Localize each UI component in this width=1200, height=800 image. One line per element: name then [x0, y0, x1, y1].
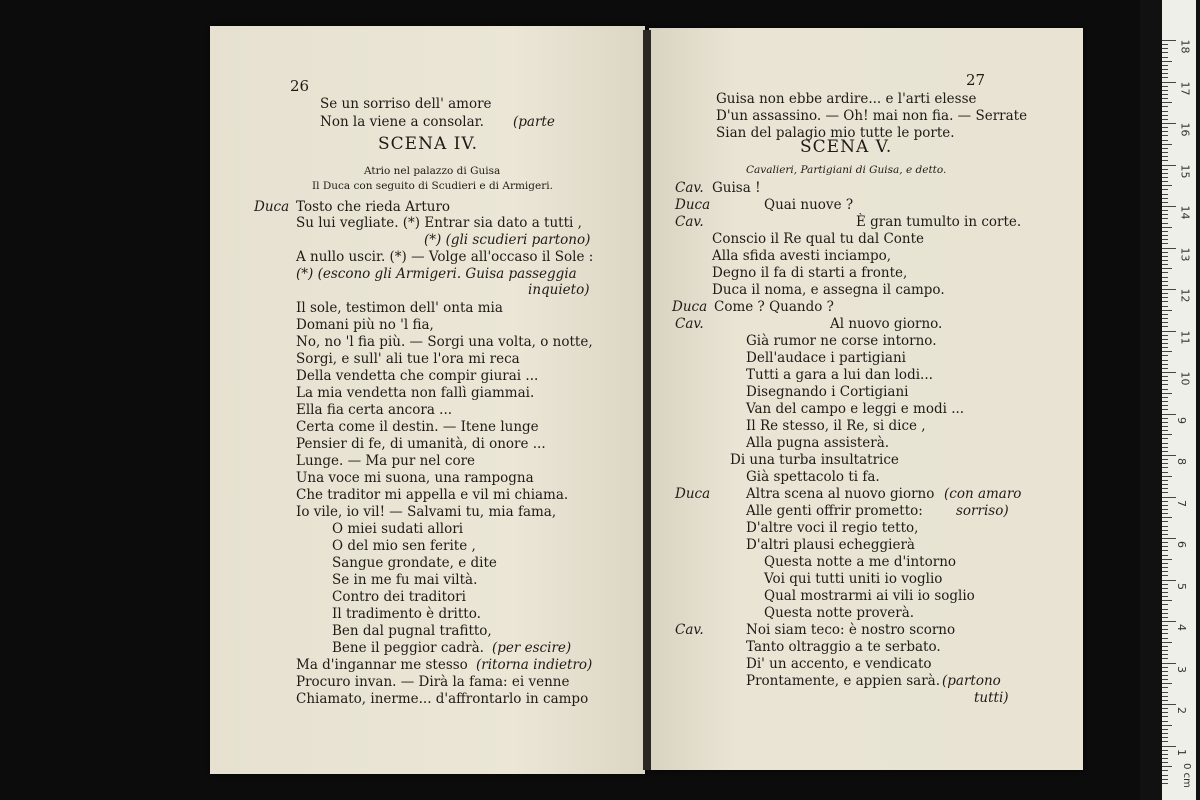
text-line: La mia vendetta non fallì giammai. — [296, 385, 535, 401]
stage-direction: (ritorna indietro) — [476, 657, 593, 673]
ruler-tick — [1162, 758, 1168, 759]
ruler-number: 12 — [1178, 288, 1192, 303]
ruler-tick — [1162, 331, 1176, 332]
ruler-tick — [1162, 181, 1168, 182]
ruler-tick — [1162, 148, 1168, 149]
ruler-number: 2 — [1175, 707, 1188, 714]
ruler-tick — [1162, 57, 1168, 58]
scene-setting: Atrio nel palazzo di Guisa — [364, 165, 501, 177]
ruler-number: 8 — [1175, 458, 1188, 465]
ruler-tick — [1162, 264, 1168, 265]
ruler-tick — [1162, 343, 1168, 344]
ruler-tick — [1162, 235, 1168, 236]
ruler-number: 11 — [1178, 330, 1192, 344]
ruler-tick — [1162, 584, 1168, 585]
ruler-tick — [1162, 326, 1168, 327]
text-line: Certa come il destin. — Itene lunge — [296, 419, 539, 435]
ruler-tick — [1162, 94, 1168, 95]
text-line: Degno il fa di starti a fronte, — [712, 265, 908, 281]
text-line: Noi siam teco: è nostro scorno — [746, 622, 956, 638]
ruler-tick — [1162, 600, 1172, 601]
ruler-tick — [1162, 480, 1168, 481]
ruler-tick — [1162, 613, 1168, 614]
text-line: Già rumor ne corse intorno. — [746, 333, 937, 349]
ruler-tick — [1162, 123, 1176, 124]
ruler-tick — [1162, 351, 1172, 352]
ruler-tick — [1162, 766, 1172, 767]
text-line: Sorgi, e sull' ali tue l'ora mi reca — [296, 351, 520, 367]
ruler-tick — [1162, 297, 1168, 298]
text-line: Tutti a gara a lui dan lodi... — [746, 367, 933, 383]
ruler-tick — [1162, 260, 1168, 261]
ruler-tick — [1162, 509, 1168, 510]
ruler-tick — [1162, 704, 1176, 705]
text-line: Dell'audace i partigiani — [746, 350, 906, 366]
ruler-tick — [1162, 223, 1168, 224]
ruler-tick — [1162, 563, 1168, 564]
ruler-tick — [1162, 389, 1168, 390]
ruler-tick — [1162, 239, 1168, 240]
text-line: O miei sudati allori — [332, 521, 464, 537]
ruler-tick — [1162, 227, 1172, 228]
text-line: Il Re stesso, il Re, si dice , — [746, 418, 926, 434]
ruler-tick — [1162, 675, 1168, 676]
stage-direction: tutti) — [974, 690, 1009, 706]
text-line: Altra scena al nuovo giorno — [746, 486, 935, 502]
ruler-tick — [1162, 438, 1168, 439]
ruler-tick — [1162, 521, 1168, 522]
ruler-tick — [1162, 754, 1168, 755]
ruler-tick — [1162, 397, 1168, 398]
ruler-tick — [1162, 111, 1168, 112]
ruler-tick — [1162, 360, 1168, 361]
ruler-tick — [1162, 692, 1168, 693]
ruler-tick — [1162, 322, 1168, 323]
ruler-tick — [1162, 472, 1168, 473]
ruler-tick — [1162, 721, 1168, 722]
text-line: Non la viene a consolar. — [320, 114, 484, 130]
ruler-tick — [1162, 165, 1176, 166]
text-line: Sangue grondate, e dite — [332, 555, 497, 571]
ruler-tick — [1162, 422, 1168, 423]
ruler-tick — [1162, 301, 1168, 302]
ruler-tick — [1162, 687, 1168, 688]
ruler-tick — [1162, 779, 1168, 780]
speaker-label: Cav. — [675, 180, 704, 196]
ruler-number: 6 — [1175, 541, 1188, 548]
ruler-tick — [1162, 455, 1176, 456]
ruler-tick — [1162, 737, 1168, 738]
ruler-tick — [1162, 119, 1168, 120]
text-line: Prontamente, e appien sarà. — [746, 673, 940, 689]
ruler-tick — [1162, 488, 1168, 489]
scene-characters: Cavalieri, Partigiani di Guisa, e detto. — [746, 164, 947, 176]
text-line: Pensier di fe, di umanità, di onore ... — [296, 436, 546, 452]
ruler-tick — [1162, 335, 1168, 336]
speaker-label: Cav. — [675, 214, 704, 230]
ruler-tick — [1162, 73, 1168, 74]
ruler-tick — [1162, 90, 1168, 91]
ruler-tick — [1162, 497, 1176, 498]
ruler-tick — [1162, 372, 1176, 373]
speaker-label: Duca — [672, 299, 708, 315]
ruler-tick — [1162, 716, 1168, 717]
ruler-tick — [1162, 347, 1168, 348]
ruler-tick — [1162, 115, 1168, 116]
ruler-tick — [1162, 443, 1168, 444]
ruler-tick — [1162, 534, 1168, 535]
ruler-tick — [1162, 663, 1176, 664]
ruler-tick — [1162, 638, 1168, 639]
ruler-tick — [1162, 633, 1168, 634]
ruler-unit-label: 0 cm — [1180, 763, 1192, 788]
ruler-tick — [1162, 571, 1168, 572]
ruler-number: 14 — [1178, 205, 1192, 220]
stage-direction: inquieto) — [528, 282, 590, 298]
text-line: Domani più no 'l fia, — [296, 317, 434, 333]
text-line: Della vendetta che compir giurai ... — [296, 368, 539, 384]
ruler-tick — [1162, 463, 1168, 464]
ruler-tick — [1162, 268, 1172, 269]
ruler-tick — [1162, 368, 1168, 369]
text-line: Questa notte proverà. — [764, 605, 915, 621]
ruler-tick — [1162, 144, 1172, 145]
ruler-tick — [1162, 355, 1168, 356]
ruler-tick — [1162, 447, 1168, 448]
ruler-tick — [1162, 277, 1168, 278]
text-line: Ben dal pugnal trafitto, — [332, 623, 492, 639]
text-line: Al nuovo giorno. — [830, 316, 943, 332]
text-line: Guisa ! — [712, 180, 761, 196]
ruler-tick — [1162, 405, 1168, 406]
ruler-number: 4 — [1175, 624, 1188, 631]
stage-direction: (*) (gli scudieri partono) — [424, 232, 591, 248]
ruler-tick — [1162, 65, 1168, 66]
ruler-tick — [1162, 629, 1168, 630]
ruler-tick — [1162, 248, 1176, 249]
ruler-tick — [1162, 418, 1168, 419]
text-line: Se in me fu mai viltà. — [332, 572, 478, 588]
text-line: Io vile, io vil! — Salvami tu, mia fama, — [296, 504, 557, 520]
text-line: Sian del palagio mio tutte le porte. — [716, 125, 955, 141]
speaker-label: Duca — [675, 197, 711, 213]
text-line: Conscio il Re qual tu dal Conte — [712, 231, 925, 247]
ruler-tick — [1162, 696, 1168, 697]
text-line: Il sole, testimon dell' onta mia — [296, 300, 503, 316]
stage-direction: (partono — [942, 673, 1001, 689]
text-line: Tanto oltraggio a te serbato. — [746, 639, 941, 655]
stage-direction: sorriso) — [956, 503, 1009, 519]
ruler-tick — [1162, 683, 1172, 684]
ruler-tick — [1162, 492, 1168, 493]
scene-title: SCENA IV. — [378, 134, 479, 154]
ruler-number: 7 — [1175, 499, 1188, 507]
ruler-tick — [1162, 135, 1168, 136]
text-line: Bene il peggior cadrà. — [332, 640, 484, 656]
ruler-tick — [1162, 140, 1168, 141]
text-line: D'altre voci il regio tetto, — [746, 520, 919, 536]
ruler-number: 10 — [1178, 371, 1192, 386]
ruler-tick — [1162, 609, 1168, 610]
ruler-tick — [1162, 376, 1168, 377]
ruler-tick — [1162, 272, 1168, 273]
ruler-tick — [1162, 484, 1168, 485]
ruler-tick — [1162, 733, 1168, 734]
text-line: Questa notte a me d'intorno — [764, 554, 957, 570]
ruler-tick — [1162, 414, 1176, 415]
ruler-tick — [1162, 646, 1168, 647]
scene-title: SCENA V. — [800, 137, 893, 157]
ruler-tick — [1162, 588, 1168, 589]
ruler-tick — [1162, 102, 1172, 103]
ruler-tick — [1162, 434, 1172, 435]
text-line: Il tradimento è dritto. — [332, 606, 481, 622]
ruler-tick — [1162, 61, 1172, 62]
ruler-tick — [1162, 746, 1176, 747]
ruler-tick — [1162, 617, 1168, 618]
ruler-tick — [1162, 501, 1168, 502]
ruler-tick — [1162, 206, 1176, 207]
text-line: Come ? Quando ? — [714, 299, 834, 315]
ruler-tick — [1162, 550, 1168, 551]
ruler-tick — [1162, 310, 1172, 311]
text-line: A nullo uscir. (*) — Volge all'occaso il Sole : — [296, 249, 594, 265]
ruler-tick — [1162, 285, 1168, 286]
text-line: Su lui vegliate. (*) Entrar sia dato a tutti , — [296, 215, 582, 231]
ruler-tick — [1162, 152, 1168, 153]
ruler-tick — [1162, 44, 1168, 45]
ruler-tick — [1162, 185, 1172, 186]
ruler-tick — [1162, 160, 1168, 161]
ruler-tick — [1162, 654, 1168, 655]
ruler-tick — [1162, 131, 1168, 132]
text-line: No, no 'l fia più. — Sorgi una volta, o notte, — [296, 334, 593, 350]
ruler-tick — [1162, 401, 1168, 402]
text-line: Lunge. — Ma pur nel core — [296, 453, 476, 469]
ruler-tick — [1162, 364, 1168, 365]
ruler-tick — [1162, 542, 1168, 543]
ruler-tick — [1162, 69, 1168, 70]
ruler-tick — [1162, 243, 1168, 244]
ruler-number: 16 — [1178, 122, 1192, 137]
ruler-tick — [1162, 252, 1168, 253]
ruler-tick — [1162, 218, 1168, 219]
ruler-number: 5 — [1175, 582, 1188, 590]
text-line: Una voce mi suona, una rampogna — [296, 470, 534, 486]
text-line: Tosto che rieda Arturo — [296, 199, 451, 215]
text-line: Duca il noma, e assegna il campo. — [712, 282, 945, 298]
text-line: O del mio sen ferite , — [332, 538, 476, 554]
ruler-tick — [1162, 426, 1168, 427]
stage-direction: (*) (escono gli Armigeri. Guisa passeggia — [296, 266, 577, 282]
text-line: È gran tumulto in corte. — [856, 214, 1022, 230]
text-line: Chiamato, inerme... d'affrontarlo in campo — [296, 691, 589, 707]
ruler-tick — [1162, 210, 1168, 211]
ruler-tick — [1162, 775, 1168, 776]
ruler-tick — [1162, 604, 1168, 605]
ruler-tick — [1162, 750, 1168, 751]
stage-direction: (parte — [513, 114, 555, 130]
ruler-number: 18 — [1178, 39, 1192, 54]
ruler-tick — [1162, 546, 1168, 547]
ruler-tick — [1162, 48, 1168, 49]
ruler-tick — [1162, 725, 1172, 726]
ruler-tick — [1162, 127, 1168, 128]
ruler-tick — [1162, 741, 1168, 742]
text-line: Voi qui tutti uniti io voglio — [764, 571, 943, 587]
stage-direction: (per escire) — [492, 640, 572, 656]
ruler-tick — [1162, 106, 1168, 107]
ruler-tick — [1162, 596, 1168, 597]
ruler-tick — [1162, 580, 1176, 581]
ruler-tick — [1162, 671, 1168, 672]
ruler-tick — [1162, 526, 1168, 527]
ruler-tick — [1162, 729, 1168, 730]
ruler-tick — [1162, 173, 1168, 174]
text-line: Qual mostrarmi ai vili io soglio — [764, 588, 975, 604]
ruler-tick — [1162, 289, 1176, 290]
ruler-tick — [1162, 538, 1176, 539]
speaker-label: Duca — [675, 486, 711, 502]
ruler-number: 9 — [1175, 416, 1188, 424]
stage-direction: (con amaro — [944, 486, 1022, 502]
ruler-tick — [1162, 708, 1168, 709]
ruler-tick — [1162, 214, 1168, 215]
ruler-tick — [1162, 530, 1168, 531]
ruler-tick — [1162, 650, 1168, 651]
ruler-tick — [1162, 770, 1168, 771]
ruler-tick — [1162, 52, 1168, 53]
ruler-tick — [1162, 517, 1172, 518]
ruler-tick — [1162, 642, 1172, 643]
ruler-tick — [1162, 783, 1168, 784]
ruler-tick — [1162, 202, 1168, 203]
ruler-tick — [1162, 513, 1168, 514]
ruler-tick — [1162, 505, 1168, 506]
text-line: Se un sorriso dell' amore — [320, 96, 492, 112]
ruler-tick — [1162, 459, 1168, 460]
ruler-number: 1 — [1175, 748, 1188, 756]
book-gutter — [643, 30, 651, 770]
text-line: Di' un accento, e vendicato — [746, 656, 932, 672]
ruler-tick — [1162, 198, 1168, 199]
ruler-tick — [1162, 679, 1168, 680]
ruler-tick — [1162, 339, 1168, 340]
speaker-label: Duca — [254, 199, 290, 215]
ruler-tick — [1162, 77, 1168, 78]
text-line: Guisa non ebbe ardire... e l'arti elesse — [716, 91, 977, 107]
ruler-tick — [1162, 559, 1172, 560]
ruler-tick — [1162, 567, 1168, 568]
ruler-tick — [1162, 762, 1168, 763]
scene-characters: Il Duca con seguito di Scudieri e di Armigeri. — [312, 180, 553, 192]
ruler-tick — [1162, 82, 1176, 83]
text-line: Quai nuove ? — [764, 197, 854, 213]
ruler-tick — [1162, 40, 1176, 41]
ruler-tick — [1162, 306, 1168, 307]
page-number-left: 26 — [290, 77, 310, 95]
text-line: Van del campo e leggi e modi ... — [746, 401, 965, 417]
text-line: Ella fia certa ancora ... — [296, 402, 453, 418]
text-line: Già spettacolo ti fa. — [746, 469, 880, 485]
speaker-label: Cav. — [675, 622, 704, 638]
ruler-tick — [1162, 575, 1168, 576]
ruler-tick — [1162, 451, 1168, 452]
ruler-tick — [1162, 293, 1168, 294]
text-line: Ma d'ingannar me stesso — [296, 657, 468, 673]
ruler-number: 15 — [1178, 164, 1192, 178]
ruler-tick — [1162, 621, 1176, 622]
text-line: D'altri plausi echeggierà — [746, 537, 915, 553]
ruler-tick — [1162, 380, 1168, 381]
ruler-tick — [1162, 476, 1172, 477]
ruler-tick — [1162, 712, 1168, 713]
speaker-label: Cav. — [675, 316, 704, 332]
text-line: Di una turba insultatrice — [730, 452, 899, 468]
text-line: Che traditor mi appella e vil mi chiama. — [296, 487, 569, 503]
ruler-tick — [1162, 467, 1168, 468]
ruler-tick — [1162, 592, 1168, 593]
ruler-tick — [1162, 393, 1172, 394]
ruler-tick — [1162, 169, 1168, 170]
text-line: Alla pugna assisterà. — [746, 435, 890, 451]
text-line: Alle genti offrir prometto: — [746, 503, 923, 519]
ruler-tick — [1162, 667, 1168, 668]
text-line: Contro dei traditori — [332, 589, 466, 605]
ruler-tick — [1162, 86, 1168, 87]
ruler-tick — [1162, 156, 1168, 157]
ruler-tick — [1162, 314, 1168, 315]
ruler-tick — [1162, 658, 1168, 659]
ruler-tick — [1162, 409, 1168, 410]
page-number-right: 27 — [966, 71, 986, 89]
text-line: Disegnando i Cortigiani — [746, 384, 909, 400]
ruler-tick — [1162, 555, 1168, 556]
ruler-tick — [1162, 177, 1168, 178]
ruler-tick — [1162, 318, 1168, 319]
ruler-tick — [1162, 194, 1168, 195]
ruler-tick — [1162, 189, 1168, 190]
ruler-tick — [1162, 281, 1168, 282]
ruler-tick — [1162, 98, 1168, 99]
ruler-tick — [1162, 256, 1168, 257]
ruler-tick — [1162, 231, 1168, 232]
text-line: Alla sfida avesti inciampo, — [712, 248, 892, 264]
text-line: Procuro invan. — Dirà la fama: ei venne — [296, 674, 570, 690]
text-line: D'un assassino. — Oh! mai non fia. — Serrate — [716, 108, 1028, 124]
ruler-number: 13 — [1178, 247, 1192, 261]
ruler-number: 17 — [1178, 81, 1192, 95]
ruler-tick — [1162, 430, 1168, 431]
ruler-tick — [1162, 625, 1168, 626]
ruler-tick — [1162, 700, 1168, 701]
ruler-tick — [1162, 384, 1168, 385]
ruler-number: 3 — [1175, 665, 1188, 673]
